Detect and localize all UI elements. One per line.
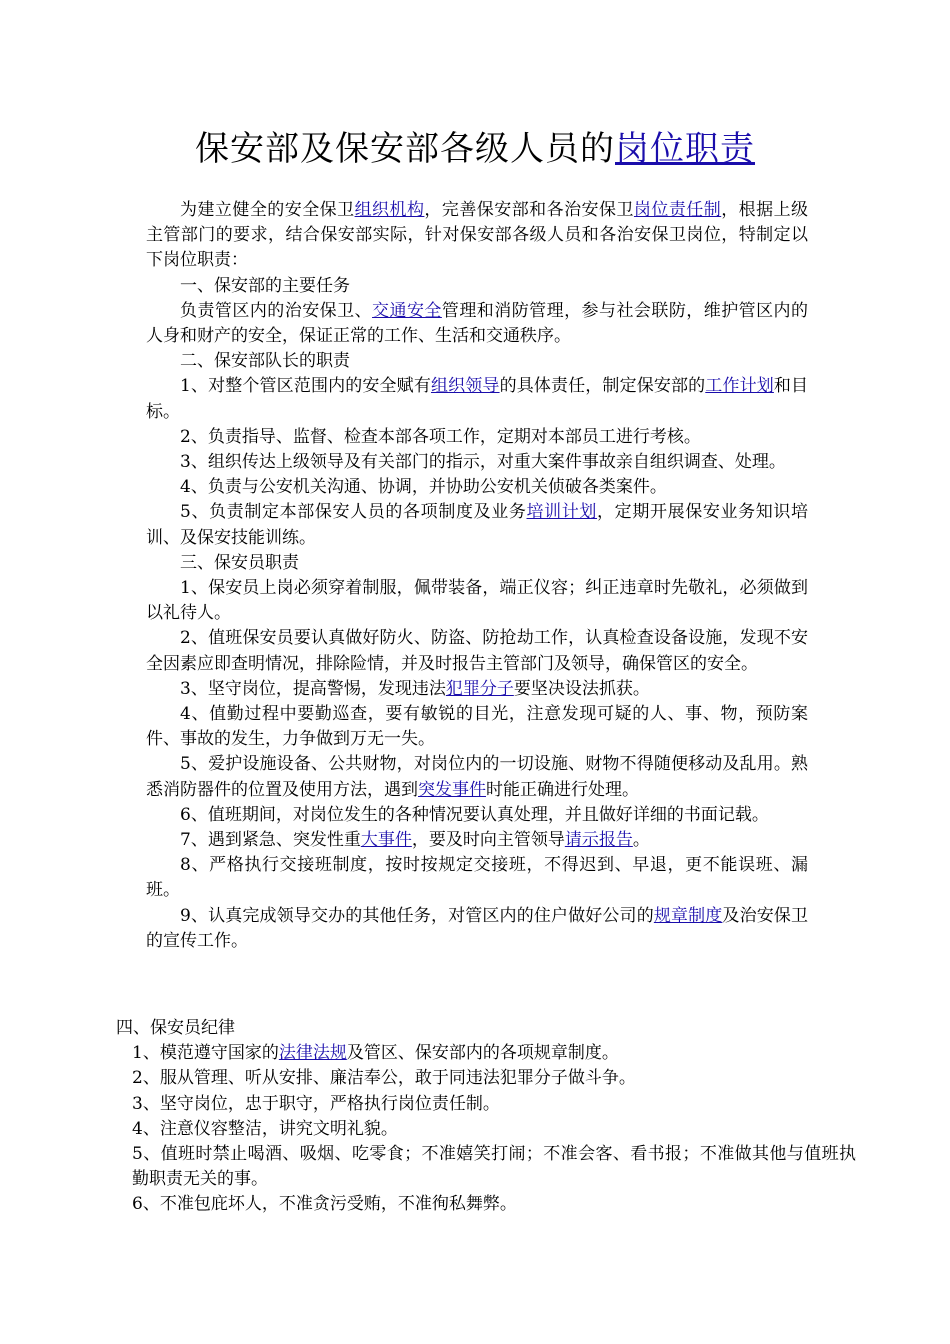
- section2-item-5-text-1: 5、负责制定本部保安人员的各项制度及业务: [180, 502, 527, 523]
- section4-item-2: 2、服从管理、听从安排、廉洁奉公，敢于同违法犯罪分子做斗争。: [132, 1068, 636, 1089]
- intro-link-organization[interactable]: 组织机构: [354, 200, 425, 220]
- intro-link-responsibility-system[interactable]: 岗位责任制: [633, 200, 722, 220]
- section3-item-7-text-2: ，要及时向主管领导: [411, 830, 565, 851]
- discipline-section: [116, 1016, 856, 1218]
- section2-item-5: [146, 500, 808, 550]
- section2-link-training-plan[interactable]: 培训计划: [526, 502, 598, 523]
- section3-link-emergency[interactable]: 突发事件: [418, 779, 486, 800]
- section4-item-3: 3、坚守岗位，忠于职守，严格执行岗位责任制。: [132, 1093, 500, 1114]
- section3-item-7-text-1: 7、遇到紧急、突发性重: [180, 830, 361, 851]
- intro-text-3: ，根据上级主管部门的要求，结合保安部实际，针对保安部各级人员和各治安保卫岗位，特制定以下岗位职责：: [146, 200, 809, 271]
- section3-item-7-text-3: 。: [632, 830, 650, 851]
- title-link[interactable]: 岗位职责: [615, 129, 755, 169]
- section1-text-2: 管理和消防管理，参与社会联防，维护管区内的人身和财产的安全，保证正常的工作、生活和交通秩序。: [146, 300, 809, 347]
- section3-item-9: [146, 904, 808, 954]
- section2-item-1-text-1: 1、对整个管区范围内的安全赋有: [180, 376, 431, 397]
- page-title: [0, 126, 950, 172]
- section3-link-major-event[interactable]: 大事件: [360, 830, 412, 851]
- section4-heading: 四、保安员纪律: [116, 1018, 235, 1038]
- section3-item-3-text-1: 3、坚守岗位，提高警惕，发现违法: [180, 678, 446, 699]
- section2-item-1-text-2: 的具体责任，制定保安部的: [499, 376, 706, 397]
- section3-item-2: 2、值班保安员要认真做好防火、防盗、防抢劫工作，认真检查设备设施，发现不安全因素应即查明情况，排除险情，并及时报告主管部门及领导，确保管区的安全。: [146, 628, 808, 674]
- section3-item-5-text-1: 5、爱护设施设备、公共财物，对岗位内的一切设施、财物不得随便移动及乱用。熟悉消防器件的位置及使用方法，遇到: [146, 754, 808, 800]
- section2-item-3: 3、组织传达上级领导及有关部门的指示，对重大案件事故亲自组织调查、处理。: [180, 452, 786, 473]
- section4-link-laws[interactable]: 法律法规: [278, 1043, 347, 1064]
- section2-item-2: 2、负责指导、监督、检查本部各项工作，定期对本部员工进行考核。: [180, 426, 701, 447]
- section3-item-1: 1、保安员上岗必须穿着制服，佩带装备，端正仪容；纠正违章时先敬礼，必须做到以礼待人。: [146, 578, 808, 624]
- section3-link-report[interactable]: 请示报告: [564, 830, 633, 851]
- section3-heading: 三、保安员职责: [180, 552, 299, 573]
- section2-heading: 二、保安部队长的职责: [180, 351, 350, 372]
- section2-item-4: 4、负责与公安机关沟通、协调，并协助公安机关侦破各类案件。: [180, 477, 667, 498]
- section1-heading: 一、保安部的主要任务: [180, 275, 350, 296]
- section4-item-6: 6、不准包庇坏人，不准贪污受贿，不准徇私舞弊。: [132, 1194, 517, 1215]
- section4-item-5: 5、值班时禁止喝酒、吸烟、吃零食；不准嬉笑打闹；不准会客、看书报；不准做其他与值班执勤职责无关的事。: [132, 1144, 856, 1190]
- section3-item-4: 4、值勤过程中要勤巡查，要有敏锐的目光，注意发现可疑的人、事、物，预防案件、事故的发生，力争做到万无一失。: [146, 704, 808, 750]
- section3-item-8: 8、严格执行交接班制度，按时按规定交接班，不得迟到、早退，更不能误班、漏班。: [146, 855, 808, 901]
- intro-text-1: 为建立健全的安全保卫: [180, 200, 355, 220]
- section3-item-6: 6、值班期间，对岗位发生的各种情况要认真处理，并且做好详细的书面记载。: [180, 804, 769, 825]
- section4-item-1-text-1: 1、模范遵守国家的: [132, 1043, 279, 1064]
- section3-item-9-text-1: 9、认真完成领导交办的其他任务，对管区内的住户做好公司的: [180, 905, 654, 926]
- intro-text-2: ，完善保安部和各治安保卫: [424, 200, 634, 220]
- section4-item-1: [116, 1041, 856, 1066]
- section4-item-4: 4、注意仪容整洁，讲究文明礼貌。: [132, 1118, 398, 1139]
- section2-link-leadership[interactable]: 组织领导: [430, 376, 500, 397]
- intro-paragraph: [146, 198, 808, 274]
- section2-link-work-plan[interactable]: 工作计划: [705, 376, 774, 397]
- section2-item-1: [146, 374, 808, 424]
- section3-item-3: [146, 677, 808, 702]
- section2-item-5-text-2: ，定期开展保安业务知识培训、及保安技能训练。: [146, 502, 809, 548]
- section1-text-1: 负责管区内的治安保卫、: [180, 300, 373, 321]
- section3-item-5: [146, 752, 808, 802]
- document-body: [146, 198, 808, 954]
- title-text: 保安部及保安部各级人员的: [195, 129, 615, 169]
- section3-link-regulations[interactable]: 规章制度: [653, 905, 723, 926]
- section1-paragraph: [146, 299, 808, 349]
- section2-item-1-text-3: 和目标。: [146, 376, 809, 422]
- section3-link-criminals[interactable]: 犯罪分子: [445, 678, 514, 699]
- section3-item-7: [146, 828, 808, 853]
- section4-item-1-text-2: 及管区、保安部内的各项规章制度。: [346, 1043, 619, 1064]
- section3-item-3-text-2: 要坚决设法抓获。: [513, 678, 650, 699]
- section1-link-traffic-safety[interactable]: 交通安全: [372, 300, 442, 321]
- section3-item-9-text-2: 及治安保卫的宣传工作。: [146, 905, 808, 951]
- section3-item-5-text-2: 时能正确进行处理。: [486, 779, 639, 800]
